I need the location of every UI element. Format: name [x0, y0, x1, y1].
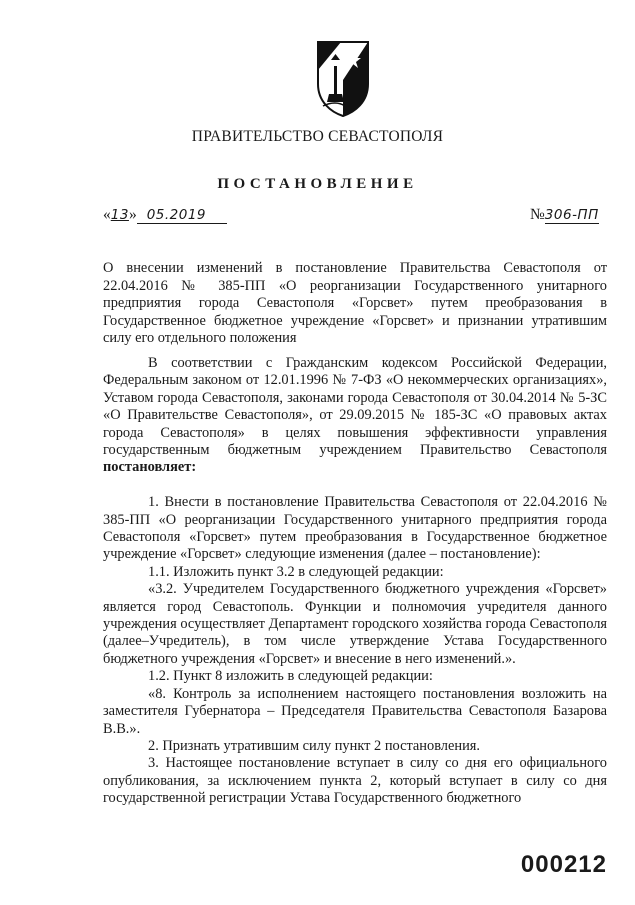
item-2: 2. Признать утратившим силу пункт 2 постановления. — [148, 737, 480, 754]
date-month-year: 05.2019 — [137, 207, 227, 224]
preamble — [103, 355, 607, 477]
document-date — [103, 206, 227, 224]
item-1-2-quote: «8. Контроль за исполнением настоящего постановления возложить на заместителя Губернатора – Председателя Правительства Севастополя Базарова В.В.». — [103, 685, 607, 737]
number-prefix: № — [530, 206, 545, 223]
coat-of-arms-emblem — [315, 40, 371, 118]
document-body — [103, 355, 607, 808]
document-type-heading: ПОСТАНОВЛЕНИЕ — [217, 176, 418, 192]
item-1: 1. Внести в постановление Правительства Севастополя от 22.04.2016 № 385-ПП «О реорганизации Государственного унитарного предприятия города Севастополя «Горсвет» путем преобразования в Государственное бюджетное учреждение «Горсвет» следующие изменения (далее – постановление): — [103, 494, 607, 563]
item-1-1-quote: «3.2. Учредителем Государственного бюджетного учреждения «Горсвет» является город Севастополь. Функции и полномочия учредителя данного учреждения осуществляет Департамент городского хозяйства города Севастополя (далее–Учредитель), в том числе утверждение Устава Государственного бюджетного учреждения «Горсвет» и внесение в него изменений.». — [103, 581, 607, 667]
document-subject: О внесении изменений в постановление Правительства Севастополя от 22.04.2016 № 385-ПП «О реорганизации Государственного унитарного предприятия города Севастополя «Горсвет» путем преобразования в Государственное бюджетное учреждение «Горсвет» и признании утратившим силу его отдельного положения — [103, 260, 607, 347]
preamble-emphasis: постановляет: — [103, 459, 197, 476]
number-value: 306-ПП — [544, 207, 599, 223]
date-close-quote: » — [128, 206, 137, 223]
date-day: 13 — [110, 207, 129, 223]
preamble-text: В соответствии с Гражданским кодексом Российской Федерации, Федеральным законом от 12.01.1996 № 7-ФЗ «О некоммерческих организациях», Уставом города Севастополя, законами города Севастополя от 30.04.2014 № 5-ЗС «О Правительстве Севастополя», от 29.09.2015 № 185-ЗС «О правовых актах города Севастополя» в целях повышения эффективности управления государственным бюджетным учреждением Правительство Севастополя — [103, 355, 607, 459]
item-1-2: 1.2. Пункт 8 изложить в следующей редакции: — [148, 668, 433, 685]
serial-number: 000212 — [520, 851, 607, 878]
document-number — [530, 206, 599, 224]
item-3: 3. Настоящее постановление вступает в силу со дня его официального опубликования, за исключением пункта 2, который вступает в силу со дня государственной регистрации Устава Государственного бюджетного — [103, 755, 607, 807]
organization-title: ПРАВИТЕЛЬСТВО СЕВАСТОПОЛЯ — [191, 128, 444, 145]
date-open-quote: « — [103, 206, 111, 223]
item-1-1: 1.1. Изложить пункт 3.2 в следующей редакции: — [148, 563, 444, 580]
